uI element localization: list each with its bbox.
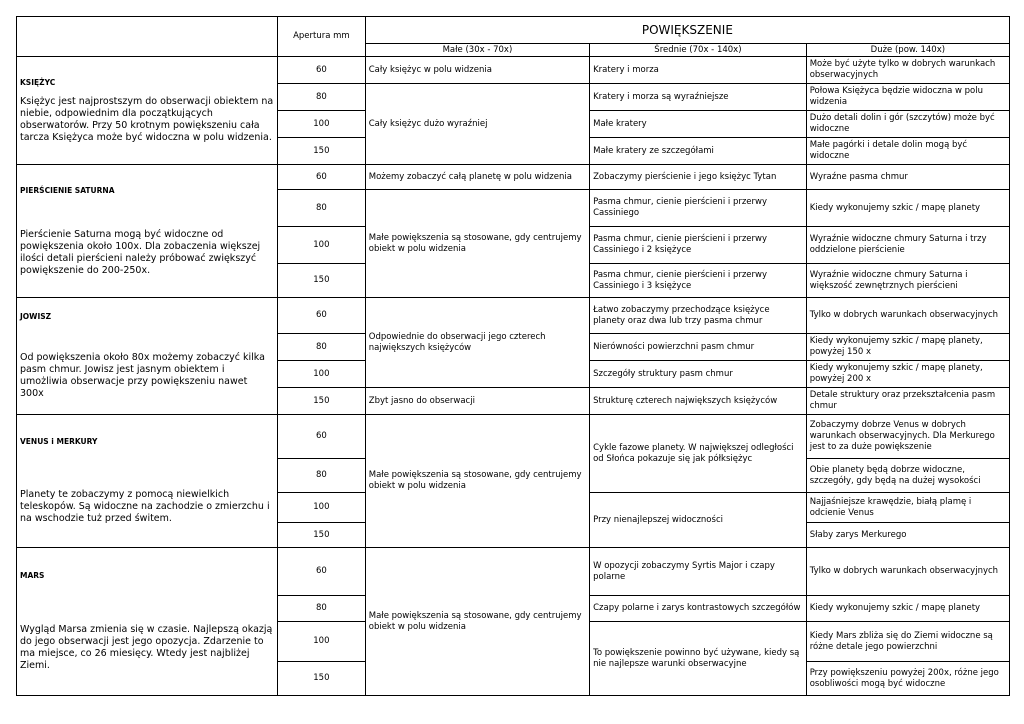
large-cell: Wyraźne pasma chmur [806, 165, 1009, 190]
large-cell: Tylko w dobrych warunkach obserwacyjnych [806, 548, 1009, 596]
small-cell: Odpowiednie do obserwacji jego czterech największych księżyców [365, 298, 589, 388]
table-row [17, 548, 1010, 596]
saturn-description: Pierścienie Saturna mogą być widoczne od powiększenia około 100x. Dla zobaczenia większej ilości detali pierścieni należy próbować zwiększyć powiększenie do 200-250x. [20, 228, 261, 276]
large-cell: Może być użyte tylko w dobrych warunkach obserwacyjnych [806, 57, 1009, 84]
mars-description: Wygląd Marsa zmienia się w czasie. Najlepszą okazją do jego obserwacji jest jego opozycja. Zdarzenie to ma miejsce, co 26 miesięcy. Wtedy jest najbliżej Ziemi. [20, 624, 273, 671]
saturn-cell [17, 165, 278, 298]
aperture-cell: 60 [278, 165, 366, 190]
aperture-cell: 100 [278, 227, 366, 264]
aperture-cell: 150 [278, 138, 366, 165]
jupiter-name: JOWISZ [20, 312, 52, 321]
small-cell: Możemy zobaczyć całą planetę w polu widzenia [365, 165, 589, 190]
large-magnification-header: Duże (pow. 140x) [806, 44, 1009, 57]
large-cell: Zobaczymy dobrze Venus w dobrych warunkach obserwacyjnych. Dla Merkurego jest to za duże powiększenie [806, 415, 1009, 459]
magnification-header: POWIĘKSZENIE [365, 17, 1009, 44]
medium-cell: Szczegóły struktury pasm chmur [590, 361, 807, 388]
aperture-cell: 150 [278, 388, 366, 415]
medium-cell: Kratery i morza [590, 57, 807, 84]
medium-cell: Przy nienajlepszej widoczności [590, 493, 807, 548]
medium-cell: Zobaczymy pierścienie i jego księżyc Tytan [590, 165, 807, 190]
moon-name: KSIĘŻYC [20, 77, 56, 87]
medium-cell: Małe kratery ze szczegółami [590, 138, 807, 165]
medium-magnification-header: Średnie (70x - 140x) [590, 44, 807, 57]
moon-description: Księżyc jest najprostszym do obserwacji obiektem na niebie, odpowiednim dla początkujących obserwatorów. Przy 50 krotnym powiększeniu cała tarcza Księżyca może być widoczna w polu widzenia. [20, 95, 274, 143]
large-cell: Kiedy wykonujemy szkic / mapę planety [806, 596, 1009, 622]
aperture-cell: 150 [278, 264, 366, 298]
table-row [17, 415, 1010, 459]
small-cell: Małe powiększenia są stosowane, gdy centrujemy obiekt w polu widzenia [365, 190, 589, 298]
large-cell: Kiedy wykonujemy szkic / mapę planety, powyżej 150 x [806, 334, 1009, 361]
small-cell: Małe powiększenia są stosowane, gdy centrujemy obiekt w polu widzenia [365, 548, 589, 696]
medium-cell: Łatwo zobaczymy przechodzące księżyce planety oraz dwa lub trzy pasma chmur [590, 298, 807, 334]
aperture-cell: 80 [278, 190, 366, 227]
large-cell: Kiedy wykonujemy szkic / mapę planety [806, 190, 1009, 227]
venus-cell [17, 415, 278, 548]
medium-cell: Pasma chmur, cienie pierścieni i przerwy Cassiniego i 3 księżyce [590, 264, 807, 298]
jupiter-description: Od powiększenia około 80x możemy zobaczyć kilka pasm chmur. Jowisz jest jasnym obiektem i umożliwia obserwacje przy powiększeniu nawet 300x [20, 352, 265, 399]
aperture-cell: 60 [278, 298, 366, 334]
small-magnification-header: Małe (30x - 70x) [365, 44, 589, 57]
medium-cell: Małe kratery [590, 111, 807, 138]
large-cell: Małe pagórki i detale dolin mogą być widoczne [806, 138, 1009, 165]
aperture-cell: 150 [278, 662, 366, 696]
aperture-cell: 80 [278, 84, 366, 111]
medium-cell: Strukturę czterech największych księżyców [590, 388, 807, 415]
aperture-cell: 100 [278, 622, 366, 662]
large-cell: Dużo detali dolin i gór (szczytów) może być widoczne [806, 111, 1009, 138]
aperture-cell: 100 [278, 493, 366, 523]
medium-cell: To powiększenie powinno być używane, kiedy są nie najlepsze warunki obserwacyjne [590, 622, 807, 696]
medium-cell: Czapy polarne i zarys kontrastowych szczegółów [590, 596, 807, 622]
large-cell: Detale struktury oraz przekształcenia pasm chmur [806, 388, 1009, 415]
medium-cell: Pasma chmur, cienie pierścieni i przerwy Cassiniego [590, 190, 807, 227]
large-cell: Kiedy Mars zbliża się do Ziemi widoczne są różne detale jego powierzchni [806, 622, 1009, 662]
large-cell: Wyraźnie widoczne chmury Saturna i trzy oddzielone pierścienie [806, 227, 1009, 264]
aperture-cell: 60 [278, 415, 366, 459]
aperture-header: Apertura mm [278, 17, 366, 57]
venus-description: Planety te zobaczymy z pomocą niewielkich teleskopów. Są widoczne na zachodzie o zmierzchu i na wschodzie tuż przed świtem. [20, 489, 270, 524]
aperture-cell: 80 [278, 334, 366, 361]
small-cell: Zbyt jasno do obserwacji [365, 388, 589, 415]
aperture-cell: 100 [278, 361, 366, 388]
saturn-name: PIERŚCIENIE SATURNA [20, 185, 115, 195]
table-row [17, 165, 1010, 190]
medium-cell: Kratery i morza są wyraźniejsze [590, 84, 807, 111]
large-cell: Tylko w dobrych warunkach obserwacyjnych [806, 298, 1009, 334]
table-row [17, 57, 1010, 84]
medium-cell: Pasma chmur, cienie pierścieni i przerwy Cassiniego i 2 księżyce [590, 227, 807, 264]
magnification-table [16, 16, 1010, 696]
large-cell: Kiedy wykonujemy szkic / mapę planety, powyżej 200 x [806, 361, 1009, 388]
header-empty-cell [17, 17, 278, 57]
large-cell: Najjaśniejsze krawędzie, białą plamę i odcienie Venus [806, 493, 1009, 523]
moon-cell [17, 57, 278, 165]
table-row [17, 298, 1010, 334]
large-cell: Obie planety będą dobrze widoczne, szczegóły, gdy będą na dużej wysokości [806, 459, 1009, 493]
small-cell: Małe powiększenia są stosowane, gdy centrujemy obiekt w polu widzenia [365, 415, 589, 548]
aperture-cell: 60 [278, 57, 366, 84]
aperture-cell: 60 [278, 548, 366, 596]
small-cell: Cały księżyc w polu widzenia [365, 57, 589, 84]
aperture-cell: 100 [278, 111, 366, 138]
mars-name: MARS [20, 571, 45, 580]
aperture-cell: 80 [278, 596, 366, 622]
large-cell: Połowa Księżyca będzie widoczna w polu widzenia [806, 84, 1009, 111]
large-cell: Słaby zarys Merkurego [806, 523, 1009, 548]
jupiter-cell [17, 298, 278, 415]
medium-cell: W opozycji zobaczymy Syrtis Major i czapy polarne [590, 548, 807, 596]
small-cell: Cały księżyc dużo wyraźniej [365, 84, 589, 165]
venus-name: VENUS i MERKURY [20, 437, 98, 446]
large-cell: Przy powiększeniu powyżej 200x, różne jego osobliwości mogą być widoczne [806, 662, 1009, 696]
large-cell: Wyraźnie widoczne chmury Saturna i większość zewnętrznych pierścieni [806, 264, 1009, 298]
aperture-cell: 150 [278, 523, 366, 548]
mars-cell [17, 548, 278, 696]
aperture-cell: 80 [278, 459, 366, 493]
medium-cell: Nierówności powierzchni pasm chmur [590, 334, 807, 361]
medium-cell: Cykle fazowe planety. W największej odległości od Słońca pokazuje się jak półksiężyc [590, 415, 807, 493]
